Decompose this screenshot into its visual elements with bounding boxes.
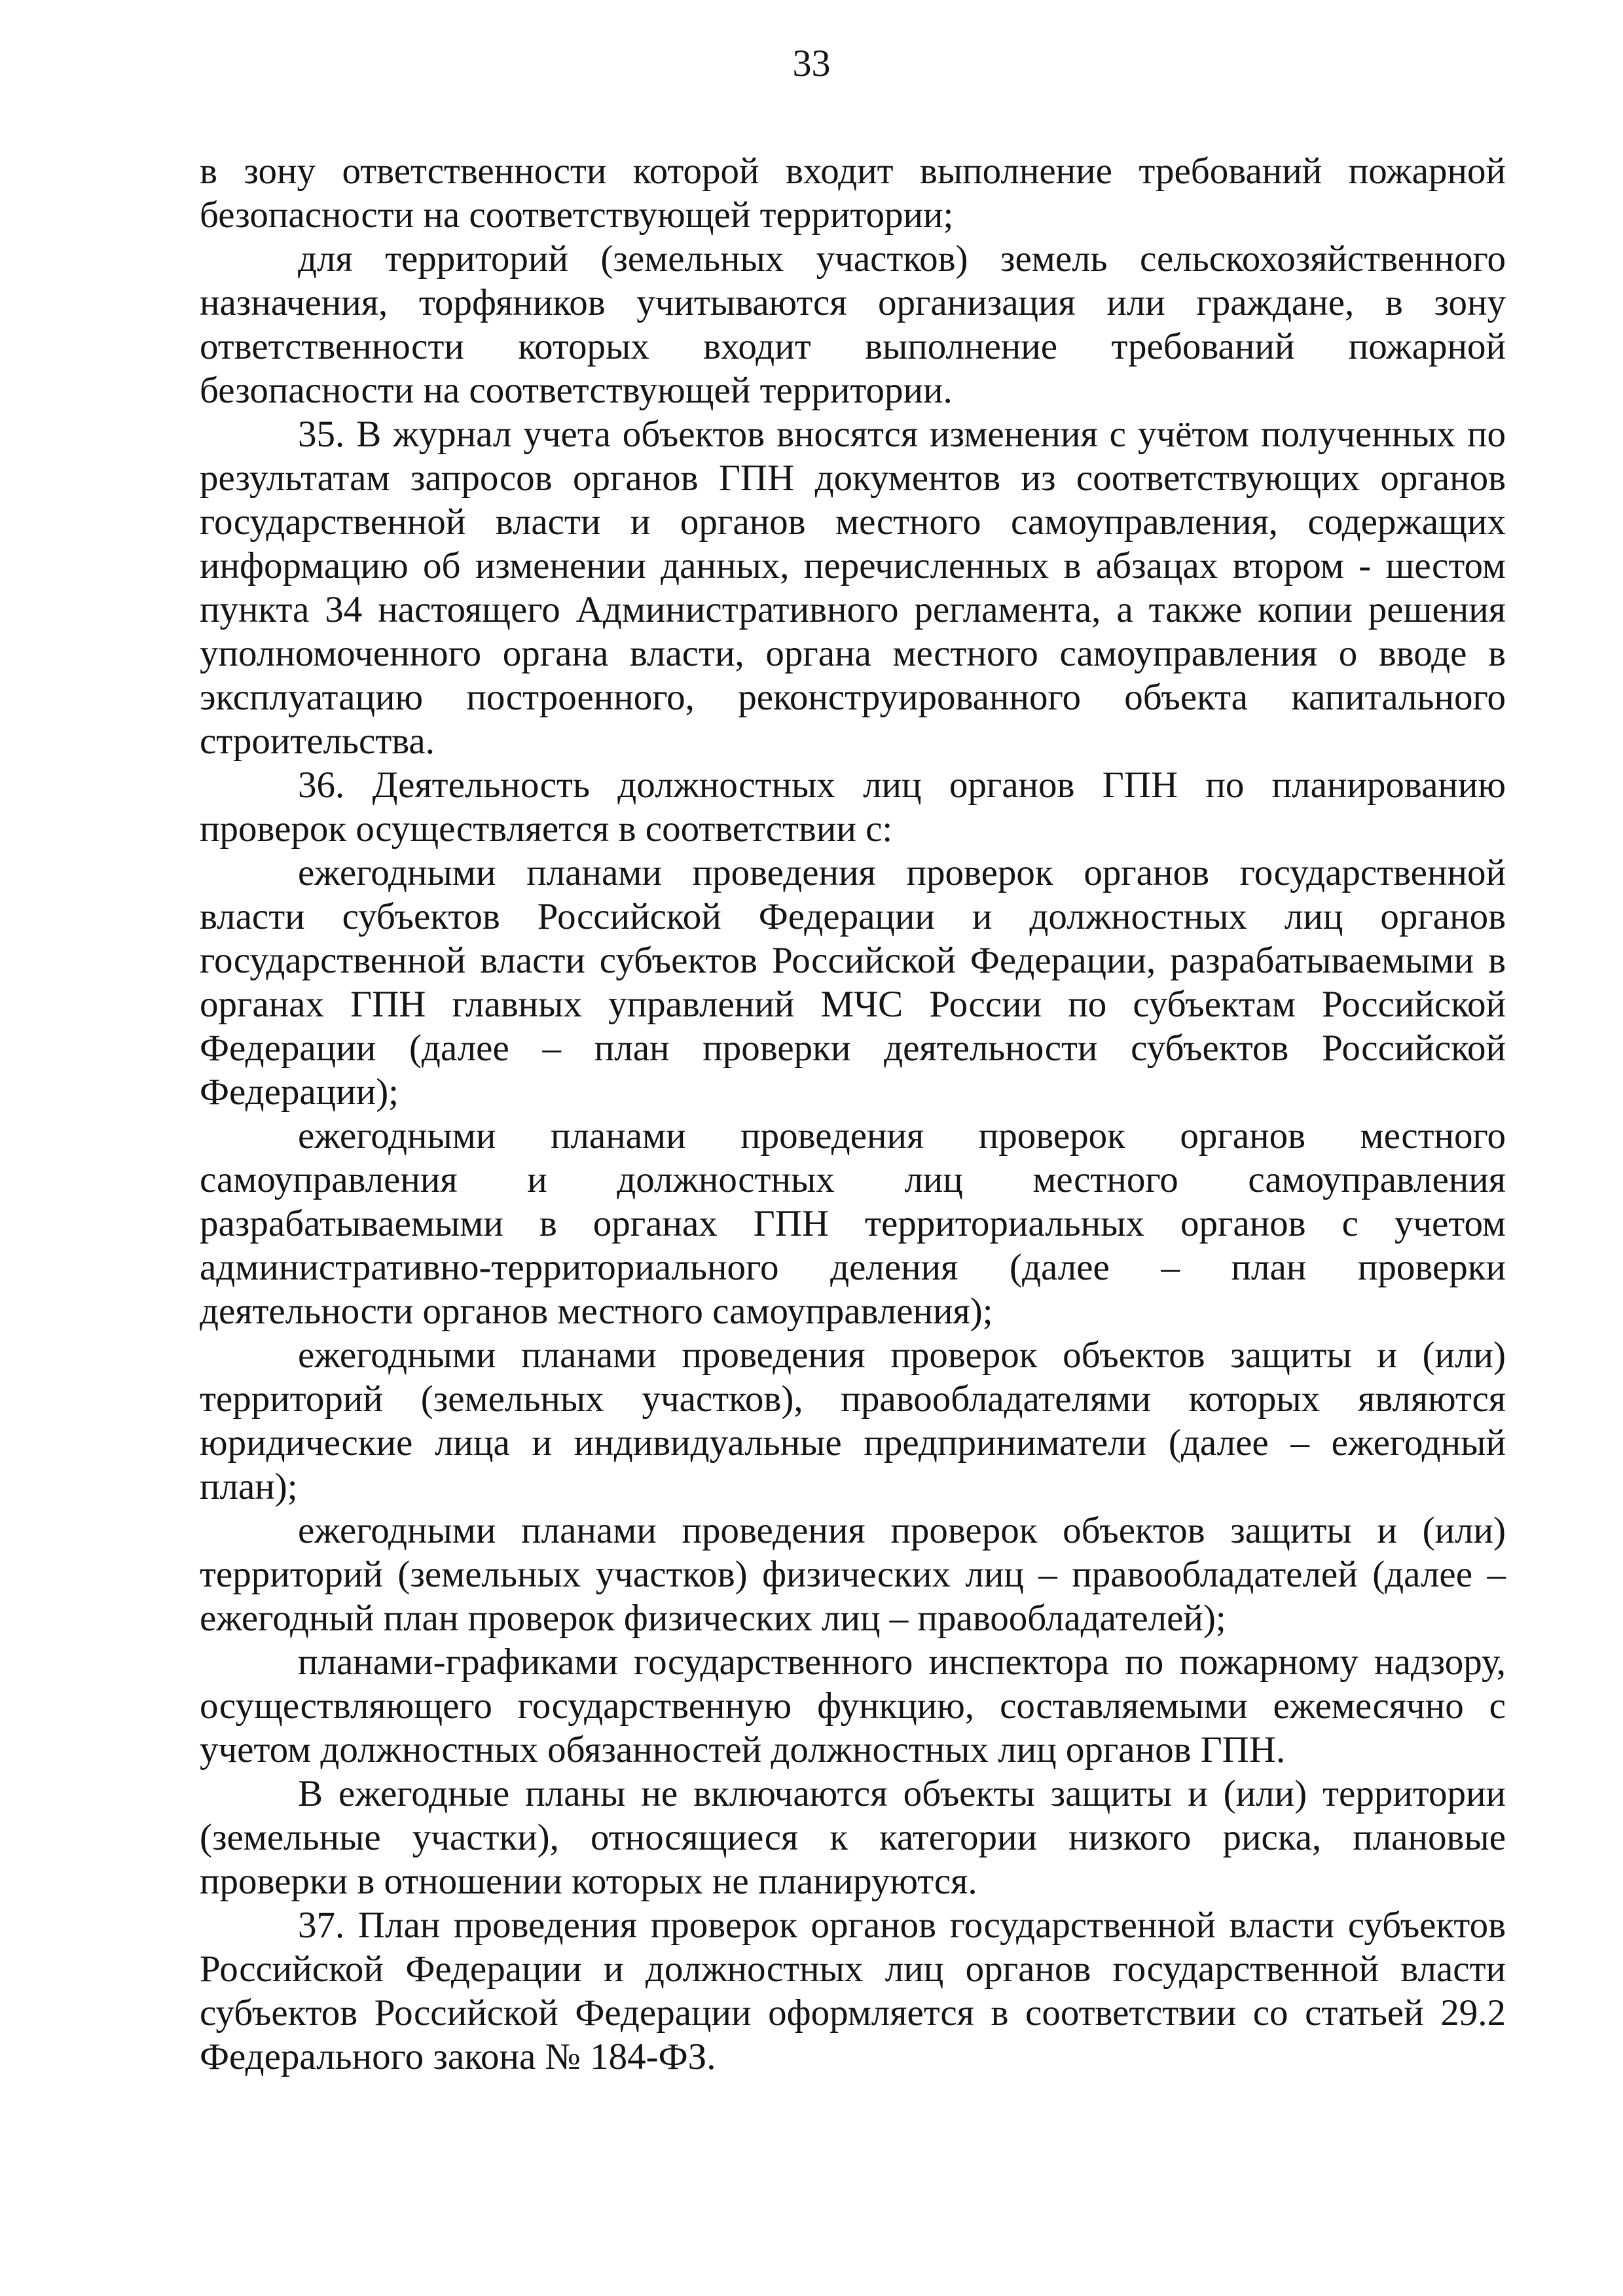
paragraph-item-36: 36. Деятельность должностных лиц органов ГПН по планированию проверок осуществляется в соответствии с:	[200, 764, 1506, 850]
paragraph-plan-regional-authorities: ежегодными планами проведения проверок органов государственной власти субъектов Российской Федерации и должностных лиц органов государственной власти субъектов Российской Федерации, разрабатываемыми в органах ГПН главных управлений МЧС России по субъектам Российской Федерации (далее – план проверки деятельности субъектов Российской Федерации);	[200, 852, 1506, 1113]
paragraph-low-risk-exclusion: В ежегодные планы не включаются объекты защиты и (или) территории (земельные участки), относящиеся к категории низкого риска, плановые проверки в отношении которых не планируются.	[200, 1773, 1506, 1902]
paragraph-item-35: 35. В журнал учета объектов вносятся изменения с учётом полученных по результатам запросов органов ГПН документов из соответствующих органов государственной власти и органов местного самоуправления, содержащих информацию об изменении данных, перечисленных в абзацах втором - шестом пункта 34 настоящего Административного регламента, а также копии решения уполномоченного органа власти, органа местного самоуправления о вводе в эксплуатацию построенного, реконструированного объекта капитального строительства.	[200, 414, 1506, 762]
document-body	[200, 149, 1506, 2079]
paragraph-plan-local-government: ежегодными планами проведения проверок органов местного самоуправления и должностных лиц местного самоуправления разрабатываемыми в органах ГПН территориальных органов с учетом административно-территориального деления (далее – план проверки деятельности органов местного самоуправления);	[200, 1115, 1506, 1332]
paragraph-inspector-schedules: планами-графиками государственного инспектора по пожарному надзору, осуществляющего государственную функцию, составляемыми ежемесячно с учетом должностных обязанностей должностных лиц органов ГПН.	[200, 1641, 1506, 1770]
paragraph-agricultural-lands: для территорий (земельных участков) земель сельскохозяйственного назначения, торфяников учитываются организация или граждане, в зону ответственности которых входит выполнение требований пожарной безопасности на соответствующей территории.	[200, 238, 1506, 411]
paragraph-continuation: в зону ответственности которой входит выполнение требований пожарной безопасности на соответствующей территории;	[200, 151, 1506, 236]
page-number: 33	[792, 42, 831, 84]
paragraph-plan-individuals: ежегодными планами проведения проверок объектов защиты и (или) территорий (земельных участков) физических лиц – правообладателей (далее – ежегодный план проверок физических лиц – правообладателей);	[200, 1510, 1506, 1639]
paragraph-item-37: 37. План проведения проверок органов государственной власти субъектов Российской Федерации и должностных лиц органов государственной власти субъектов Российской Федерации оформляется в соответствии со статьей 29.2 Федерального закона № 184-ФЗ.	[200, 1905, 1506, 2077]
paragraph-plan-legal-entities: ежегодными планами проведения проверок объектов защиты и (или) территорий (земельных участков), правообладателями которых являются юридические лица и индивидуальные предприниматели (далее – ежегодный план);	[200, 1335, 1506, 1507]
